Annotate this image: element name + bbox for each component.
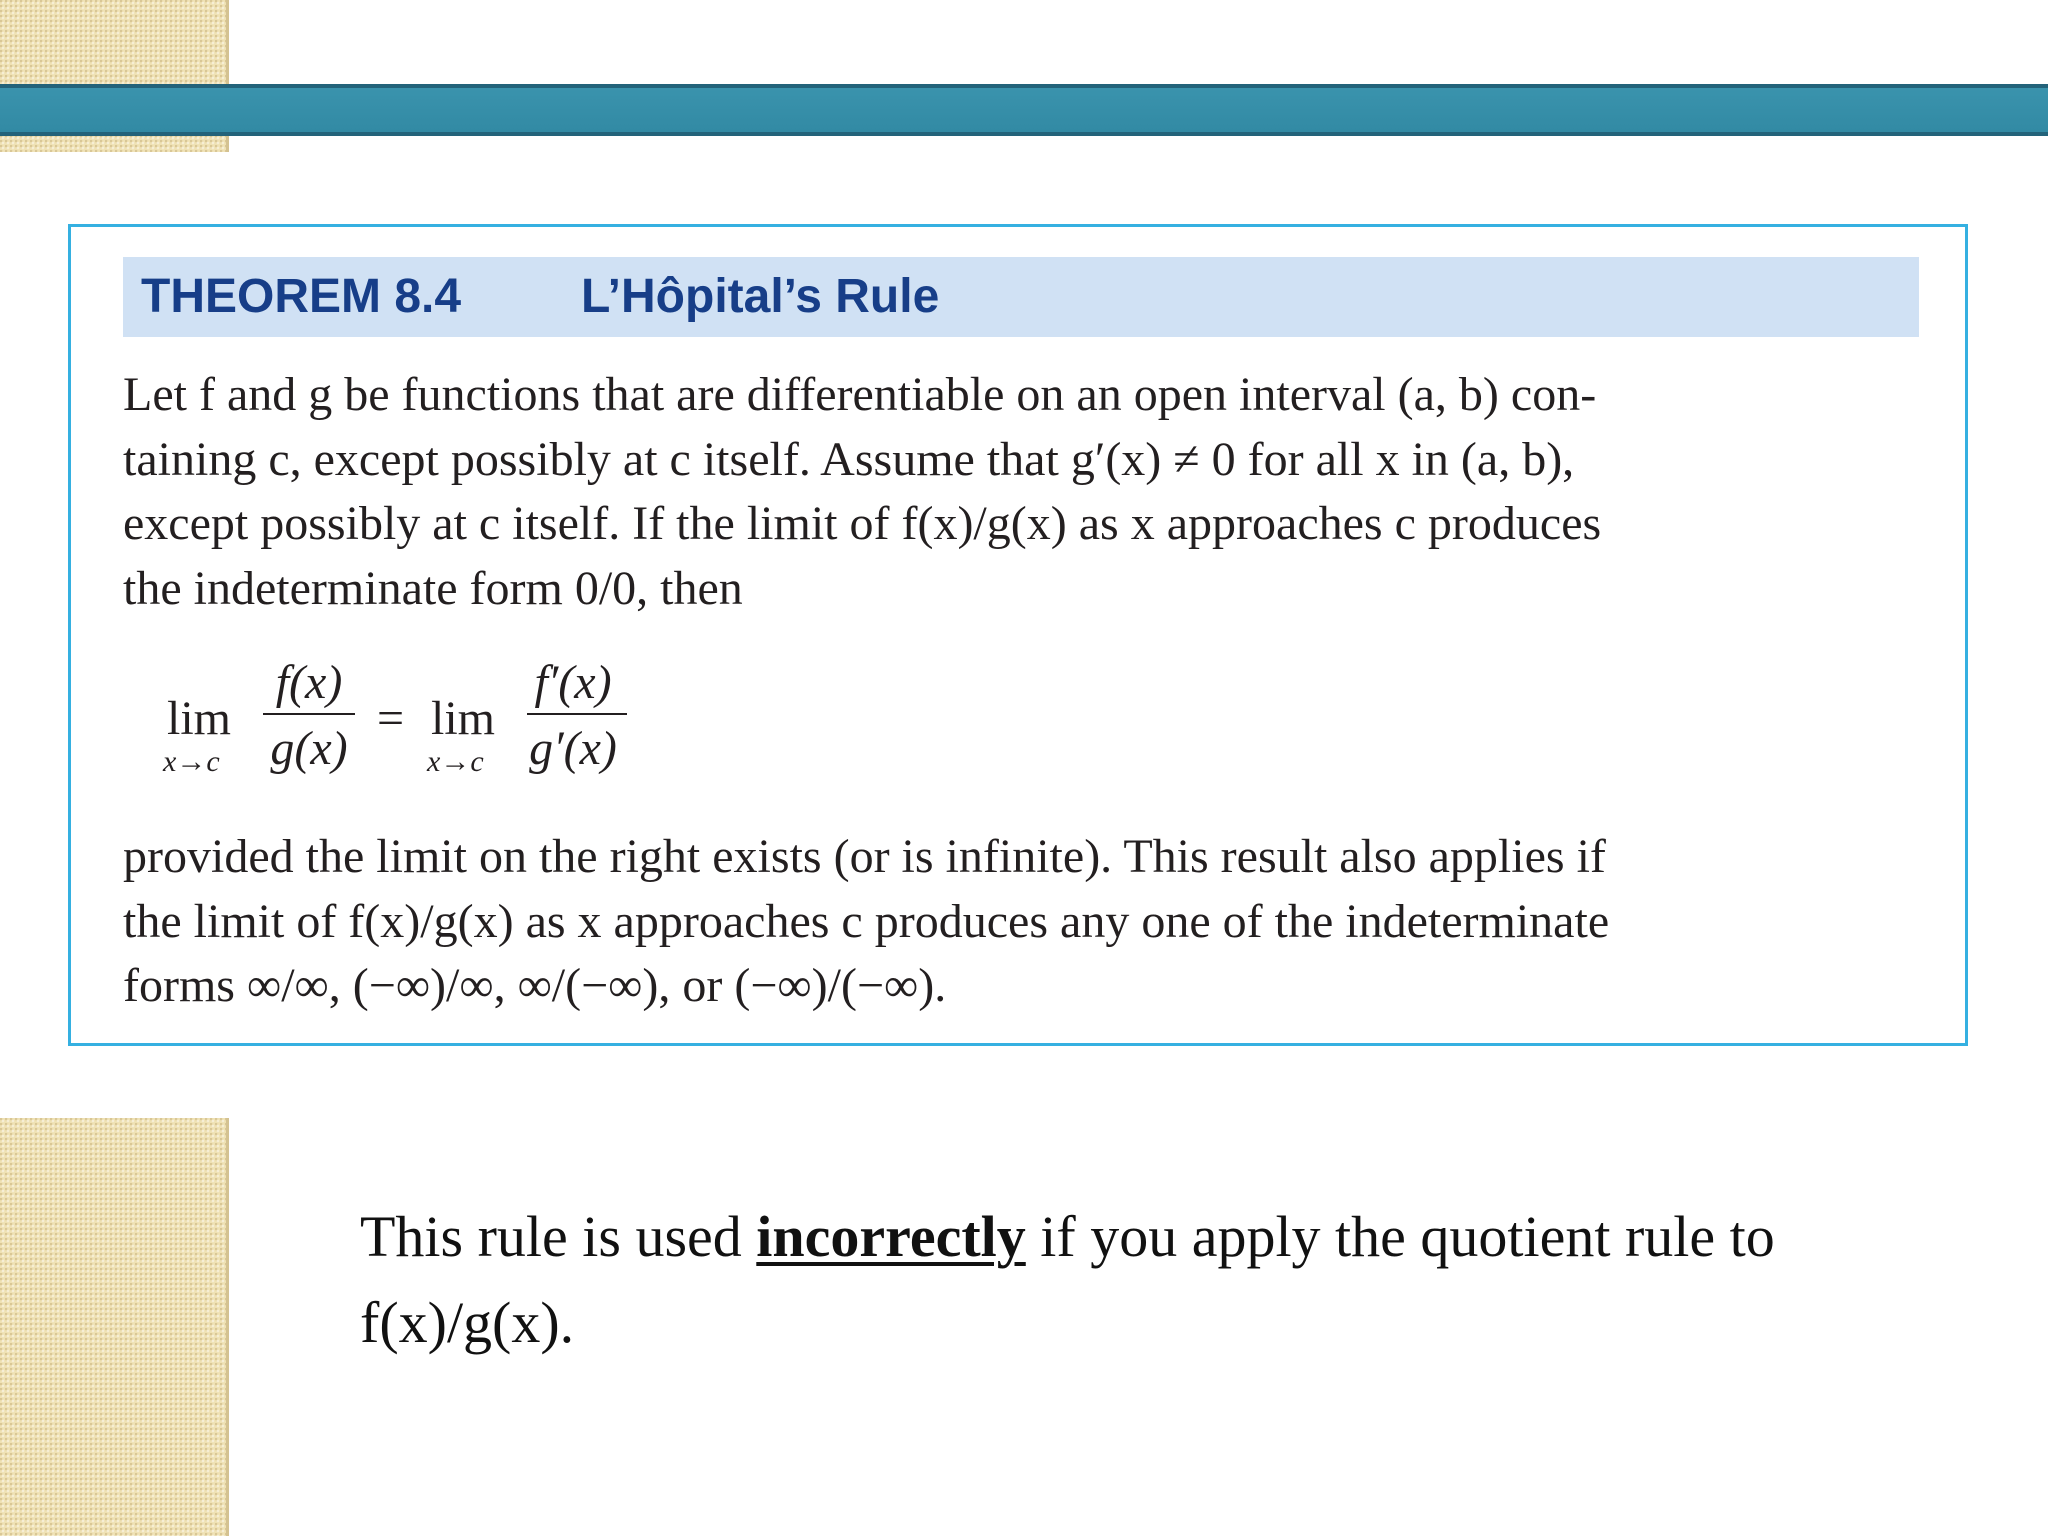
statement-line: taining c, except possibly at c itself. Assume that g′(x) ≠ 0 for all x in (a, b), (123, 432, 1575, 486)
theorem-name: L’Hôpital’s Rule (581, 270, 940, 323)
theorem-box (68, 224, 1968, 1046)
slide-note (360, 1194, 2000, 1366)
lim-subscript-left: x→c (163, 745, 220, 778)
conditions-line: forms ∞/∞, (−∞)/∞, ∞/(−∞), or (−∞)/(−∞). (123, 959, 947, 1012)
note-text-start: This rule is used (360, 1204, 757, 1269)
denominator-left: g(x) (270, 722, 348, 775)
theorem-conditions (123, 825, 1953, 1019)
statement-line: Let f and g be functions that are differentiable on an open interval (a, b) con- (123, 368, 1597, 421)
note-emphasis: incorrectly (756, 1204, 1026, 1269)
denominator-right: g′(x) (529, 722, 617, 775)
lhopital-formula (163, 627, 867, 817)
theorem-number: THEOREM 8.4 (141, 270, 462, 323)
header-bar (0, 84, 2048, 136)
lim-right: lim (431, 692, 496, 745)
numerator-left: f(x) (275, 656, 343, 709)
statement-line: except possibly at c itself. If the limit of f(x)/g(x) as x approaches c produces (123, 497, 1602, 550)
lim-subscript-right: x→c (427, 745, 484, 778)
theorem-header (123, 257, 1919, 337)
lim-left: lim (167, 692, 232, 745)
numerator-right: f′(x) (534, 656, 612, 709)
conditions-line: provided the limit on the right exists (or is infinite). This result also applies if (123, 830, 1606, 883)
equals-sign: = (377, 692, 405, 745)
note-text-end: if you apply the quotient rule to f(x)/g(x). (360, 1204, 1775, 1355)
decorative-corner-bottom (0, 1118, 229, 1536)
conditions-line: the limit of f(x)/g(x) as x approaches c produces any one of the indeterminate (123, 894, 1610, 948)
theorem-statement (123, 363, 1953, 621)
fraction-bar-left (263, 713, 355, 715)
fraction-bar-right (527, 713, 627, 715)
statement-line: the indeterminate form 0/0, then (123, 561, 743, 615)
